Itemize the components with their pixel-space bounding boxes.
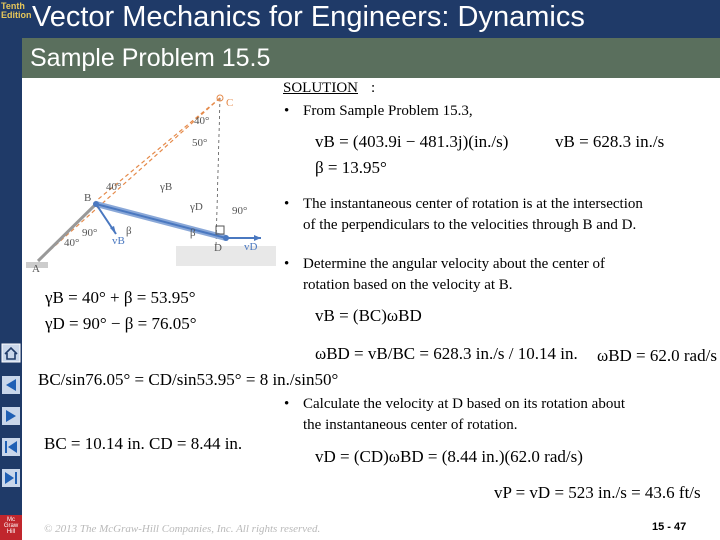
- eq-vB-magnitude: vB = 628.3 in./s: [555, 132, 665, 151]
- eq-omega: ωBD = vB/BC = 628.3 in./s / 10.14 in.: [315, 344, 578, 363]
- slide-subtitle: Sample Problem 15.5: [30, 44, 271, 72]
- mechanism-diagram: [26, 86, 276, 276]
- label-B: B: [84, 192, 92, 204]
- eq-gamma-d: γD = 90° − β = 76.05°: [45, 314, 197, 333]
- bullet-4: • Calculate the velocity at D based on its rotation about the instantaneous center of rotation.: [284, 396, 625, 433]
- eq-omega-result: ωBD = 62.0 rad/s: [597, 346, 717, 365]
- eq-vD-calc: vD = (CD)ωBD = (8.44 in.)(62.0 rad/s): [315, 447, 583, 466]
- last-slide-icon[interactable]: [1, 468, 21, 488]
- bullet-3: • Determine the angular velocity about the center of rotation based on the velocity at B.: [284, 256, 605, 293]
- bullet-1: • From Sample Problem 15.3,: [284, 103, 473, 119]
- eq-vB-vector: vB = (403.9i − 481.3j)(in./s): [315, 132, 509, 151]
- angle-40-a: 40°: [64, 237, 80, 249]
- bullet-2: • The instantaneous center of rotation is at the intersection of the perpendiculars to the velocities through B and D.: [284, 196, 643, 233]
- angle-90-d: 90°: [232, 205, 248, 217]
- edition-line-1: Tenth: [1, 1, 25, 11]
- label-beta-b: β: [126, 225, 132, 237]
- previous-icon[interactable]: [1, 375, 21, 395]
- solution-colon: :: [371, 80, 376, 96]
- label-gamma-B: γB: [160, 181, 173, 193]
- copyright-footer: © 2013 The McGraw-Hill Companies, Inc. All rights reserved.: [44, 523, 321, 535]
- angle-40-top: 40°: [194, 115, 210, 127]
- angle-40-b: 40°: [106, 181, 122, 193]
- label-gamma-D: γD: [190, 201, 203, 213]
- angle-90-b: 90°: [82, 227, 98, 239]
- next-icon[interactable]: [1, 406, 21, 426]
- sidebar: [0, 0, 32, 540]
- eq-vB-omega: vB = (BC)ωBD: [315, 306, 422, 325]
- eq-lengths: BC = 10.14 in. CD = 8.44 in.: [44, 434, 243, 453]
- eq-gamma-b: γB = 40° + β = 53.95°: [45, 288, 196, 307]
- solution-heading: SOLUTION: [283, 80, 358, 96]
- label-vD: vD: [244, 241, 258, 253]
- label-A: A: [32, 263, 40, 275]
- label-C: C: [226, 97, 234, 109]
- edition-label: [1, 1, 32, 20]
- slide-title: Vector Mechanics for Engineers: Dynamics: [32, 1, 585, 33]
- eq-law-of-sines: BC/sin76.05° = CD/sin53.95° = 8 in./sin50°: [38, 370, 339, 389]
- label-beta-d: β: [190, 227, 196, 239]
- label-D: D: [214, 242, 222, 254]
- angle-50: 50°: [192, 137, 208, 149]
- mcgraw-hill-logo: Mc Graw Hill: [0, 515, 22, 540]
- edition-line-2: Edition: [1, 10, 32, 20]
- eq-vP-result: vP = vD = 523 in./s = 43.6 ft/s: [494, 483, 701, 502]
- first-slide-icon[interactable]: [1, 437, 21, 457]
- home-icon[interactable]: [1, 343, 21, 363]
- page-number: 15 - 47: [652, 521, 687, 533]
- eq-beta: β = 13.95°: [315, 158, 387, 177]
- label-vB: vB: [112, 235, 125, 247]
